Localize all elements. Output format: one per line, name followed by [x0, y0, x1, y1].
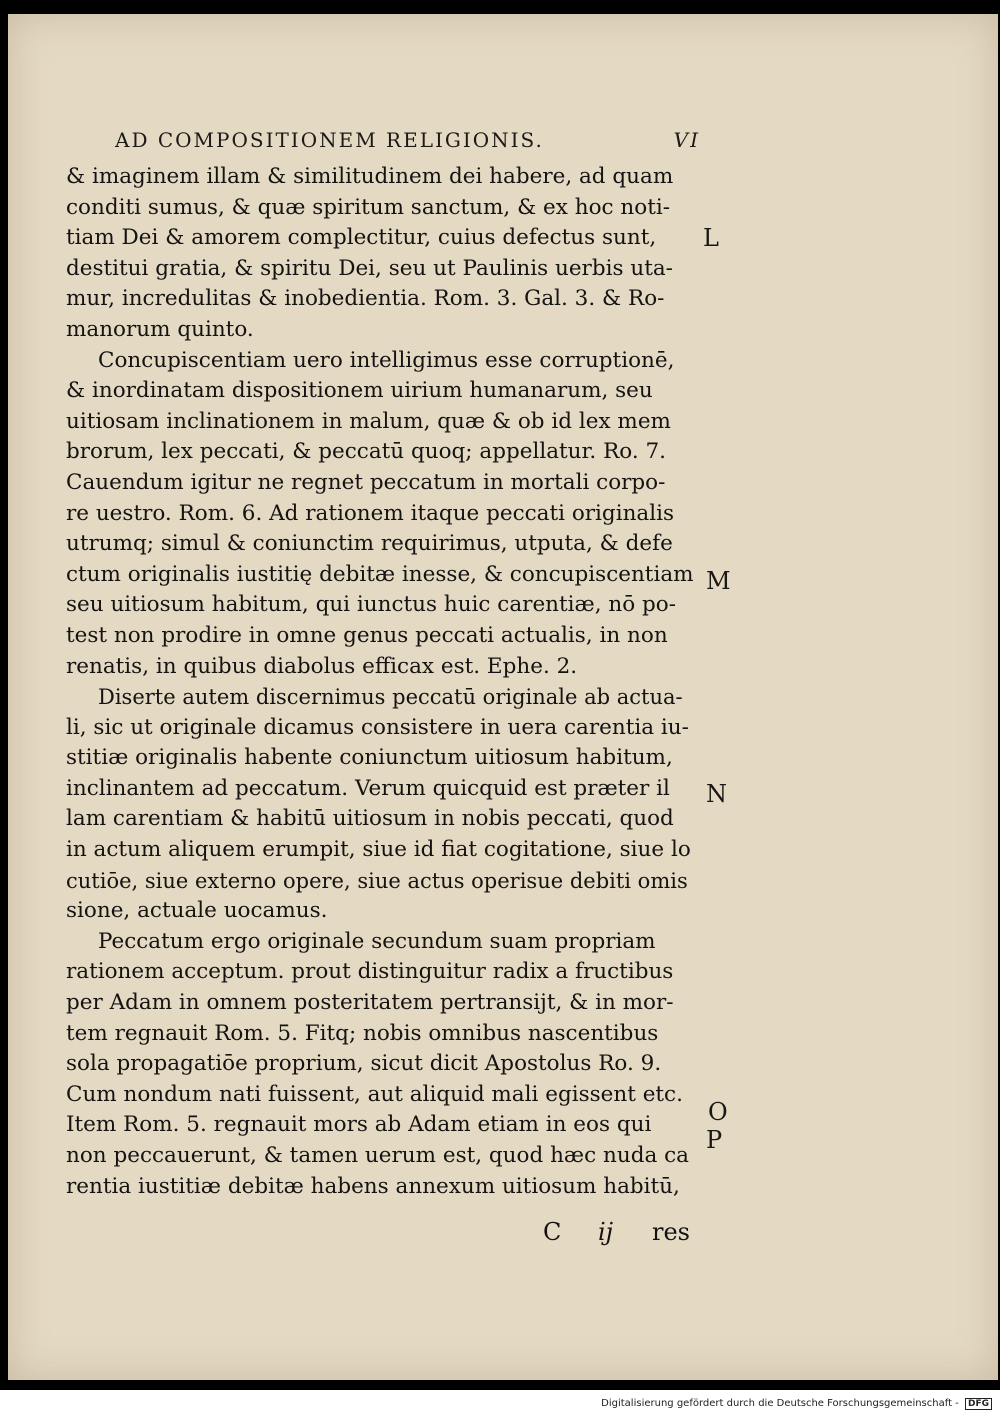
funding-credit-text: Digitalisierung gefördert durch die Deutsche Forschungsgemeinschaft - [601, 1398, 959, 1409]
text-line: mur, incredulitas & inobedientia. Rom. 3. Gal. 3. & Ro- [66, 286, 665, 312]
text-line: & inordinatam dispositionem uirium humanarum, seu [66, 378, 653, 404]
margin-letter-m: M [706, 567, 731, 595]
text-line: Item Rom. 5. regnauit mors ab Adam etiam in eos qui [66, 1112, 652, 1138]
text-line: conditi sumus, & quæ spiritum sanctum, & ex hoc noti- [66, 194, 670, 220]
funding-credit [601, 1398, 992, 1410]
text-line: tiam Dei & amorem complectitur, cuius defectus sunt, [66, 225, 657, 251]
text-line: re uestro. Rom. 6. Ad rationem itaque peccati originalis [66, 500, 675, 526]
text-line: manorum quinto. [66, 316, 254, 342]
text-line: in actum aliquem erumpit, siue id fiat cogitatione, siue lo [66, 837, 691, 863]
text-line: brorum, lex peccati, & peccatū quoq; appellatur. Ro. 7. [66, 439, 667, 465]
footer-bar [0, 1390, 1000, 1416]
body-text [66, 162, 694, 1202]
text-line: renatis, in quibus diabolus efficax est. Ephe. 2. [66, 653, 578, 679]
text-line: rationem acceptum. prout distinguitur radix a fructibus [66, 959, 674, 985]
signature-number: ij [598, 1218, 614, 1246]
text-line: & imaginem illam & similitudinem dei habere, ad quam [66, 164, 674, 189]
catchword: res [652, 1218, 690, 1246]
text-line: Cum nondum nati fuissent, aut aliquid mali egissent etc. [66, 1081, 683, 1107]
text-line: destitui gratia, & spiritu Dei, seu ut Paulinis uerbis uta- [66, 255, 673, 281]
text-line: per Adam in omnem posteritatem pertransijt, & in mor- [66, 990, 674, 1016]
text-line: stitiæ originalis habente coniunctum uitiosum habitum, [66, 745, 673, 771]
text-line: sola propagatiōe proprium, sicut dicit Apostolus Ro. 9. [66, 1051, 662, 1077]
text-line: test non prodire in omne genus peccati actualis, in non [66, 622, 668, 648]
text-line: Peccatum ergo originale secundum suam propriam [98, 928, 656, 954]
text-line: rentia iustitiæ debitæ habens annexum uitiosum habitū, [66, 1173, 680, 1199]
text-line: Diserte autem discernimus peccatū originale ab actua- [98, 685, 683, 710]
running-header [115, 128, 700, 158]
text-line: sione, actuale uocamus. [66, 898, 328, 924]
dfg-logo: DFG [965, 1398, 992, 1410]
text-line: cutiōe, siue externo opere, siue actus operisue debiti omis [66, 868, 688, 893]
running-title: AD COMPOSITIONEM RELIGIONIS. [115, 128, 544, 152]
text-line: non peccauerunt, & tamen uerum est, quod hæc nuda ca [66, 1143, 689, 1168]
margin-letter-l: L [703, 224, 719, 252]
text-line: inclinantem ad peccatum. Verum quicquid est præter il [66, 775, 670, 801]
folio-number: VI [673, 128, 700, 152]
text-line: tem regnauit Rom. 5. Fitq; nobis omnibus nascentibus [66, 1020, 659, 1046]
text-line: ctum originalis iustitię debitæ inesse, & concupiscentiam [66, 561, 694, 587]
text-line: utrumq; simul & coniunctim requirimus, utputa, & defe [66, 531, 673, 557]
margin-letter-n: N [706, 780, 727, 808]
text-line: seu uitiosum habitum, qui iunctus huic carentiæ, nō po- [66, 592, 676, 618]
text-line: Cauendum igitur ne regnet peccatum in mortali corpo- [66, 469, 666, 495]
text-line: li, sic ut originale dicamus consistere in uera carentia iu- [66, 714, 689, 740]
margin-letter-o: O [708, 1098, 728, 1126]
signature-mark: C [543, 1218, 562, 1246]
margin-letter-p: P [706, 1126, 723, 1154]
text-line: lam carentiam & habitū uitiosum in nobis peccati, quod [66, 806, 674, 832]
text-line: Concupiscentiam uero intelligimus esse corruptionē, [98, 347, 675, 373]
text-line: uitiosam inclinationem in malum, quæ & ob id lex mem [66, 408, 671, 434]
